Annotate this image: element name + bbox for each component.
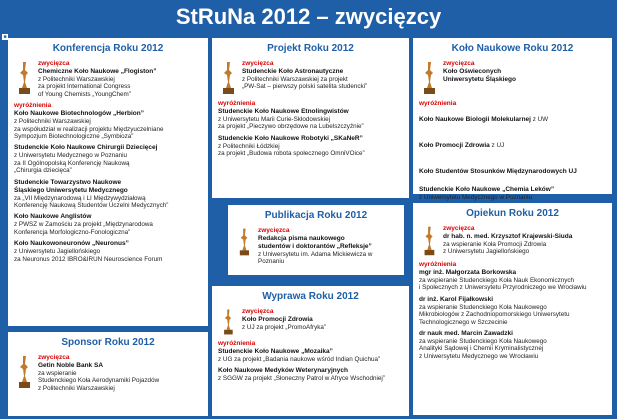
winner-label: zwycięzca	[242, 60, 274, 67]
honor-name: Studenckie Koło Naukowe Chirurgii Dziecięcej	[14, 144, 158, 152]
honor-detail: z SGGW za projekt „Słoneczny Patrol w Afryce Wschodniej”	[218, 375, 385, 383]
winner-name: Getin Noble Bank SA	[38, 362, 104, 369]
panel-sponsor	[8, 332, 208, 416]
honor-entry	[419, 134, 606, 152]
honor-entry	[14, 179, 202, 210]
honor-detail: z Uniwersytetu Marii Curie-Skłodowskiej	[218, 116, 330, 123]
winner-label: zwycięzca	[38, 354, 70, 361]
honor-detail: za wspieranie Studenckiego Koła Naukowego	[419, 338, 547, 346]
honor-name: mgr inż. Małgorzata Borkowska	[419, 269, 517, 276]
panel-wyprawa	[212, 286, 409, 416]
honor-entry	[14, 213, 202, 236]
honor-detail: za projekt „Budowa robota społecznego OmniVOice”	[218, 150, 365, 158]
honors-label: wyróżnienia	[218, 100, 256, 107]
honor-detail: i Społecznych z Uniwersytetu Przyrodniczego we Wrocławiu	[419, 284, 587, 292]
honors-label: wyróżnienia	[14, 102, 52, 110]
panel-projekt	[212, 38, 409, 198]
panel-title: Konferencja Roku 2012	[52, 43, 164, 54]
honor-name: Studenckie Towarzystwo Naukowe	[14, 178, 122, 186]
honor-detail: za II Ogólnopolską Konferencję Naukową	[14, 159, 130, 167]
honor-detail: za wspieranie Studenckiego Koła Nauk Ekonomicznych	[419, 277, 575, 284]
winner-label: zwycięzca	[443, 225, 475, 232]
honor-detail: z PWSZ w Zamościu za projekt „Międzynarodowa	[14, 221, 153, 229]
winner-name: Studenckie Koło Astronautyczne	[242, 68, 344, 75]
winner-detail: za wspieranie Koła Promocji Zdrowia	[443, 241, 547, 248]
honor-entry	[419, 330, 606, 360]
honor-detail: za „VII Międzynarodową i LI Międzywydziałową	[14, 194, 146, 202]
winner-detail: z Politechniki Warszawskiej	[38, 384, 115, 392]
honor-detail: Mikrobiologów z Zachodniopomorskiego Uniwersytetu	[419, 311, 570, 319]
panel-title: Projekt Roku 2012	[267, 43, 354, 54]
honor-entry	[14, 144, 202, 174]
trophy-icon	[419, 60, 439, 96]
honor-name: Studenckie Koło Naukowe Robotyki „SKaNeR”	[218, 134, 363, 142]
honor-detail: Analityki Sądowej i Chemii Kryminalistycznej	[419, 345, 544, 353]
honor-detail: z UJ	[489, 142, 505, 149]
honor-entry	[218, 108, 403, 131]
honor-detail: Technologicznego w Szczecinie	[419, 318, 508, 326]
honors-label: wyróżnienia	[419, 100, 457, 107]
honor-detail: z UG za projekt „Badania naukowe wśród Indian Quichua”	[218, 356, 381, 363]
honor-detail: z Uniwersytetu Medycznego we Wrocławiu	[419, 352, 539, 360]
honor-detail: Sympozjum Biotechnologiczne „Symbioza”	[14, 133, 134, 141]
winner-detail: z Uniwersytetu Jagiellońskiego	[443, 248, 530, 256]
winner-detail: za projekt International Congress	[38, 83, 131, 91]
winner-name: Koło Oświeconych	[443, 68, 502, 75]
winner-detail: za wspieranie	[38, 370, 77, 377]
honor-detail: z Politechniki Warszawskiej	[14, 118, 91, 126]
honor-name: dr inż. Karol Fijałkowski	[419, 295, 494, 303]
honor-name: Studenckie Koło Naukowe Etnolingwistów	[218, 108, 349, 115]
honor-entry	[419, 296, 606, 326]
honor-name: Koło Promocji Zdrowia	[419, 142, 490, 149]
honor-entry	[218, 135, 403, 158]
honor-entry	[14, 110, 202, 140]
honor-name: Koło Naukowoneuronów „Neuronus”	[14, 240, 129, 248]
page-title: StRuNa 2012 – zwycięzcy	[175, 4, 442, 29]
honor-detail: z Uniwersytetu Medycznego w Poznaniu	[419, 194, 533, 201]
winner-label: zwycięzca	[443, 60, 475, 67]
trophy-icon	[14, 60, 34, 96]
honor-entry	[419, 160, 606, 178]
trophy-icon	[218, 60, 238, 96]
honor-name: dr nauk med. Marcin Zawadzki	[419, 330, 513, 338]
honor-name: Koło Naukowe Medyków Weterynaryjnych	[218, 367, 348, 375]
honor-detail: „Chirurgia dziecięca”	[14, 167, 72, 175]
honor-detail: z Politechniki Łódzkiej	[218, 142, 280, 150]
honor-entry	[218, 367, 403, 382]
honor-detail: za Neuronus 2012 IBRO&IRUN Neuroscience Forum	[14, 255, 163, 263]
trophy-icon	[419, 225, 439, 257]
honors-label: wyróżnienia	[218, 340, 256, 347]
honors-label: wyróżnienia	[419, 261, 457, 268]
winner-detail: „PW-Sat – pierwszy polski satelita studencki”	[242, 83, 368, 91]
panel-title: Koło Naukowe Roku 2012	[451, 43, 574, 54]
panel-title: Publikacja Roku 2012	[264, 210, 368, 221]
panel-kolo	[413, 38, 612, 201]
winner-name: dr hab. n. med. Krzysztof Krajewski-Siuda	[443, 233, 573, 240]
honor-entry	[218, 348, 403, 363]
winner-detail: Studenckiego Koła Aerodynamiki Pojazdów	[38, 377, 160, 385]
honor-name: Koło Studentów Stosunków Międzynarodowych UJ	[419, 168, 577, 175]
winner-detail: z Politechniki Warszawskiej	[38, 76, 115, 83]
honor-detail: za wspieranie Studenckiego Koła Naukowego	[419, 303, 547, 311]
winner-name: studentów i doktorantów „Refleksje”	[258, 243, 372, 250]
honor-name: Koło Naukowe Anglistów	[14, 213, 92, 221]
honor-name: Studenckie Koło Naukowe „Mozaika”	[218, 348, 333, 355]
trophy-icon	[14, 354, 34, 390]
honor-detail: z Uniwersytetu Jagiellońskiego	[14, 248, 101, 256]
winner-label: zwycięzca	[258, 227, 290, 234]
winner-detail: z Uniwersytetu im. Adama Mickiewicza w Poznaniu	[258, 251, 373, 266]
panel-opiekun	[413, 203, 612, 415]
minimize-icon[interactable]: ■	[3, 34, 7, 40]
honor-detail: za współudział w realizacji projektu Międzyuczelniane	[14, 125, 164, 133]
winner-name: Redakcja pisma naukowego	[258, 235, 345, 242]
winner-detail: z Politechniki Warszawskiej za projekt	[242, 76, 348, 83]
winner-detail: of Young Chemists „YoungChem”	[38, 90, 131, 98]
honor-entry	[14, 240, 202, 263]
honor-detail: z Uniwersytetu Medycznego w Poznaniu	[14, 152, 128, 160]
honor-name: Studenckie Koło Naukowe „Chemia Leków”	[419, 186, 555, 193]
honor-entry	[419, 269, 606, 292]
winner-name: Koło Promocji Zdrowia	[242, 316, 313, 323]
trophy-icon	[218, 308, 238, 336]
honor-detail: Konferencję Naukową Studentów Uczelni Medycznych”	[14, 202, 169, 210]
panel-title: Opiekun Roku 2012	[466, 208, 559, 219]
honor-detail: za projekt „Pieczywo obrzędowe na Lubelszczyźnie”	[218, 123, 364, 131]
winner-detail: z UJ za projekt „PromoAfryka”	[242, 324, 326, 331]
panel-title: Wyprawa Roku 2012	[262, 291, 359, 302]
trophy-icon	[234, 227, 254, 257]
winner-name: Uniwersytetu Śląskiego	[443, 76, 516, 83]
honor-name: Koło Naukowe Biologii Molekularnej	[419, 116, 531, 123]
panel-title: Sponsor Roku 2012	[61, 337, 155, 348]
winner-label: zwycięzca	[242, 308, 274, 315]
honor-name: Śląskiego Uniwersytetu Medycznego	[14, 186, 128, 194]
honor-name: Koło Naukowe Biotechnologów „Herbion”	[14, 110, 144, 118]
winner-label: zwycięzca	[38, 60, 70, 67]
honor-entry	[419, 108, 606, 126]
panel-konferencja	[8, 38, 208, 326]
honor-entry	[419, 186, 606, 201]
winner-name: Chemiczne Koło Naukowe „Flogiston”	[38, 68, 157, 75]
honor-detail: Konferencja Morfologiczno-Fonologiczna”	[14, 228, 131, 236]
panel-publikacja	[228, 205, 404, 275]
honor-detail: z UW	[530, 116, 549, 123]
